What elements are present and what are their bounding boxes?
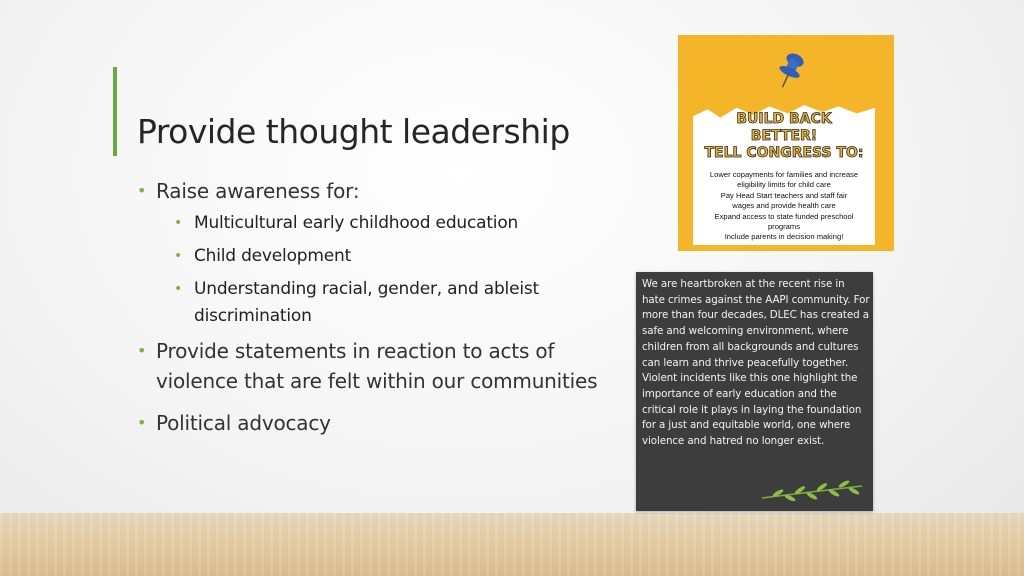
sub-bullet-text: Multicultural early childhood education (194, 213, 519, 233)
bullet-dot-icon: • (174, 248, 183, 264)
olive-branch-icon (760, 478, 864, 502)
bullet-dot-icon: • (137, 181, 147, 200)
bullet-dot-icon: • (174, 281, 183, 297)
bullet-dot-icon: • (137, 413, 147, 432)
poster-item: Lower copayments for families and increase eligibility limits for child care (709, 170, 859, 190)
headline-line: BETTER! (750, 128, 818, 144)
sub-bullet-item (174, 276, 637, 330)
poster-item: Expand access to state funded preschool programs (714, 211, 854, 232)
headline-line: BUILD BACK (736, 111, 832, 127)
statement-text: We are heartbroken at the recent rise in hate crimes against the AAPI community. For more than four decades, DLEC has created a safe and welcoming environment, where children from all backgrounds and cultures can learn and thrive peacefully together. Violent incidents like this one highlight the importance of early education and the critical role it plays in laying the foundation for a just and equitable world, one where violence and hatred no longer exist. (642, 278, 870, 448)
bullet-dot-icon: • (174, 215, 183, 231)
slide-title: Provide thought leadership (137, 112, 570, 151)
pushpin-icon (774, 51, 806, 93)
title-accent-bar (113, 67, 117, 156)
sub-bullet-item (174, 210, 637, 237)
bullet-political-advocacy (137, 408, 637, 438)
poster-items (696, 170, 872, 243)
bullet-statements (137, 336, 637, 396)
poster-headline (693, 111, 875, 162)
bullet-text: Raise awareness for: (156, 179, 360, 203)
sub-bullet-list (174, 210, 637, 330)
sub-bullet-text: Child development (194, 246, 352, 266)
build-back-better-poster (678, 35, 894, 251)
bullet-text: Political advocacy (156, 411, 331, 435)
poster-item: Pay Head Start teachers and staff fair wages and provide health care (720, 190, 848, 211)
bullet-text: Provide statements in reaction to acts of violence that are felt within our communities (156, 339, 598, 393)
bullet-list (137, 176, 637, 438)
bullet-dot-icon: • (137, 341, 147, 360)
wooden-floor (0, 513, 1024, 576)
sub-bullet-text: Understanding racial, gender, and ableist discrimination (194, 279, 539, 326)
aapi-statement-box (636, 272, 873, 511)
poster-item: Include parents in decision making! (724, 232, 844, 242)
headline-line: TELL CONGRESS TO: (704, 145, 864, 161)
sub-bullet-item (174, 243, 637, 270)
bullet-raise-awareness (137, 176, 637, 330)
